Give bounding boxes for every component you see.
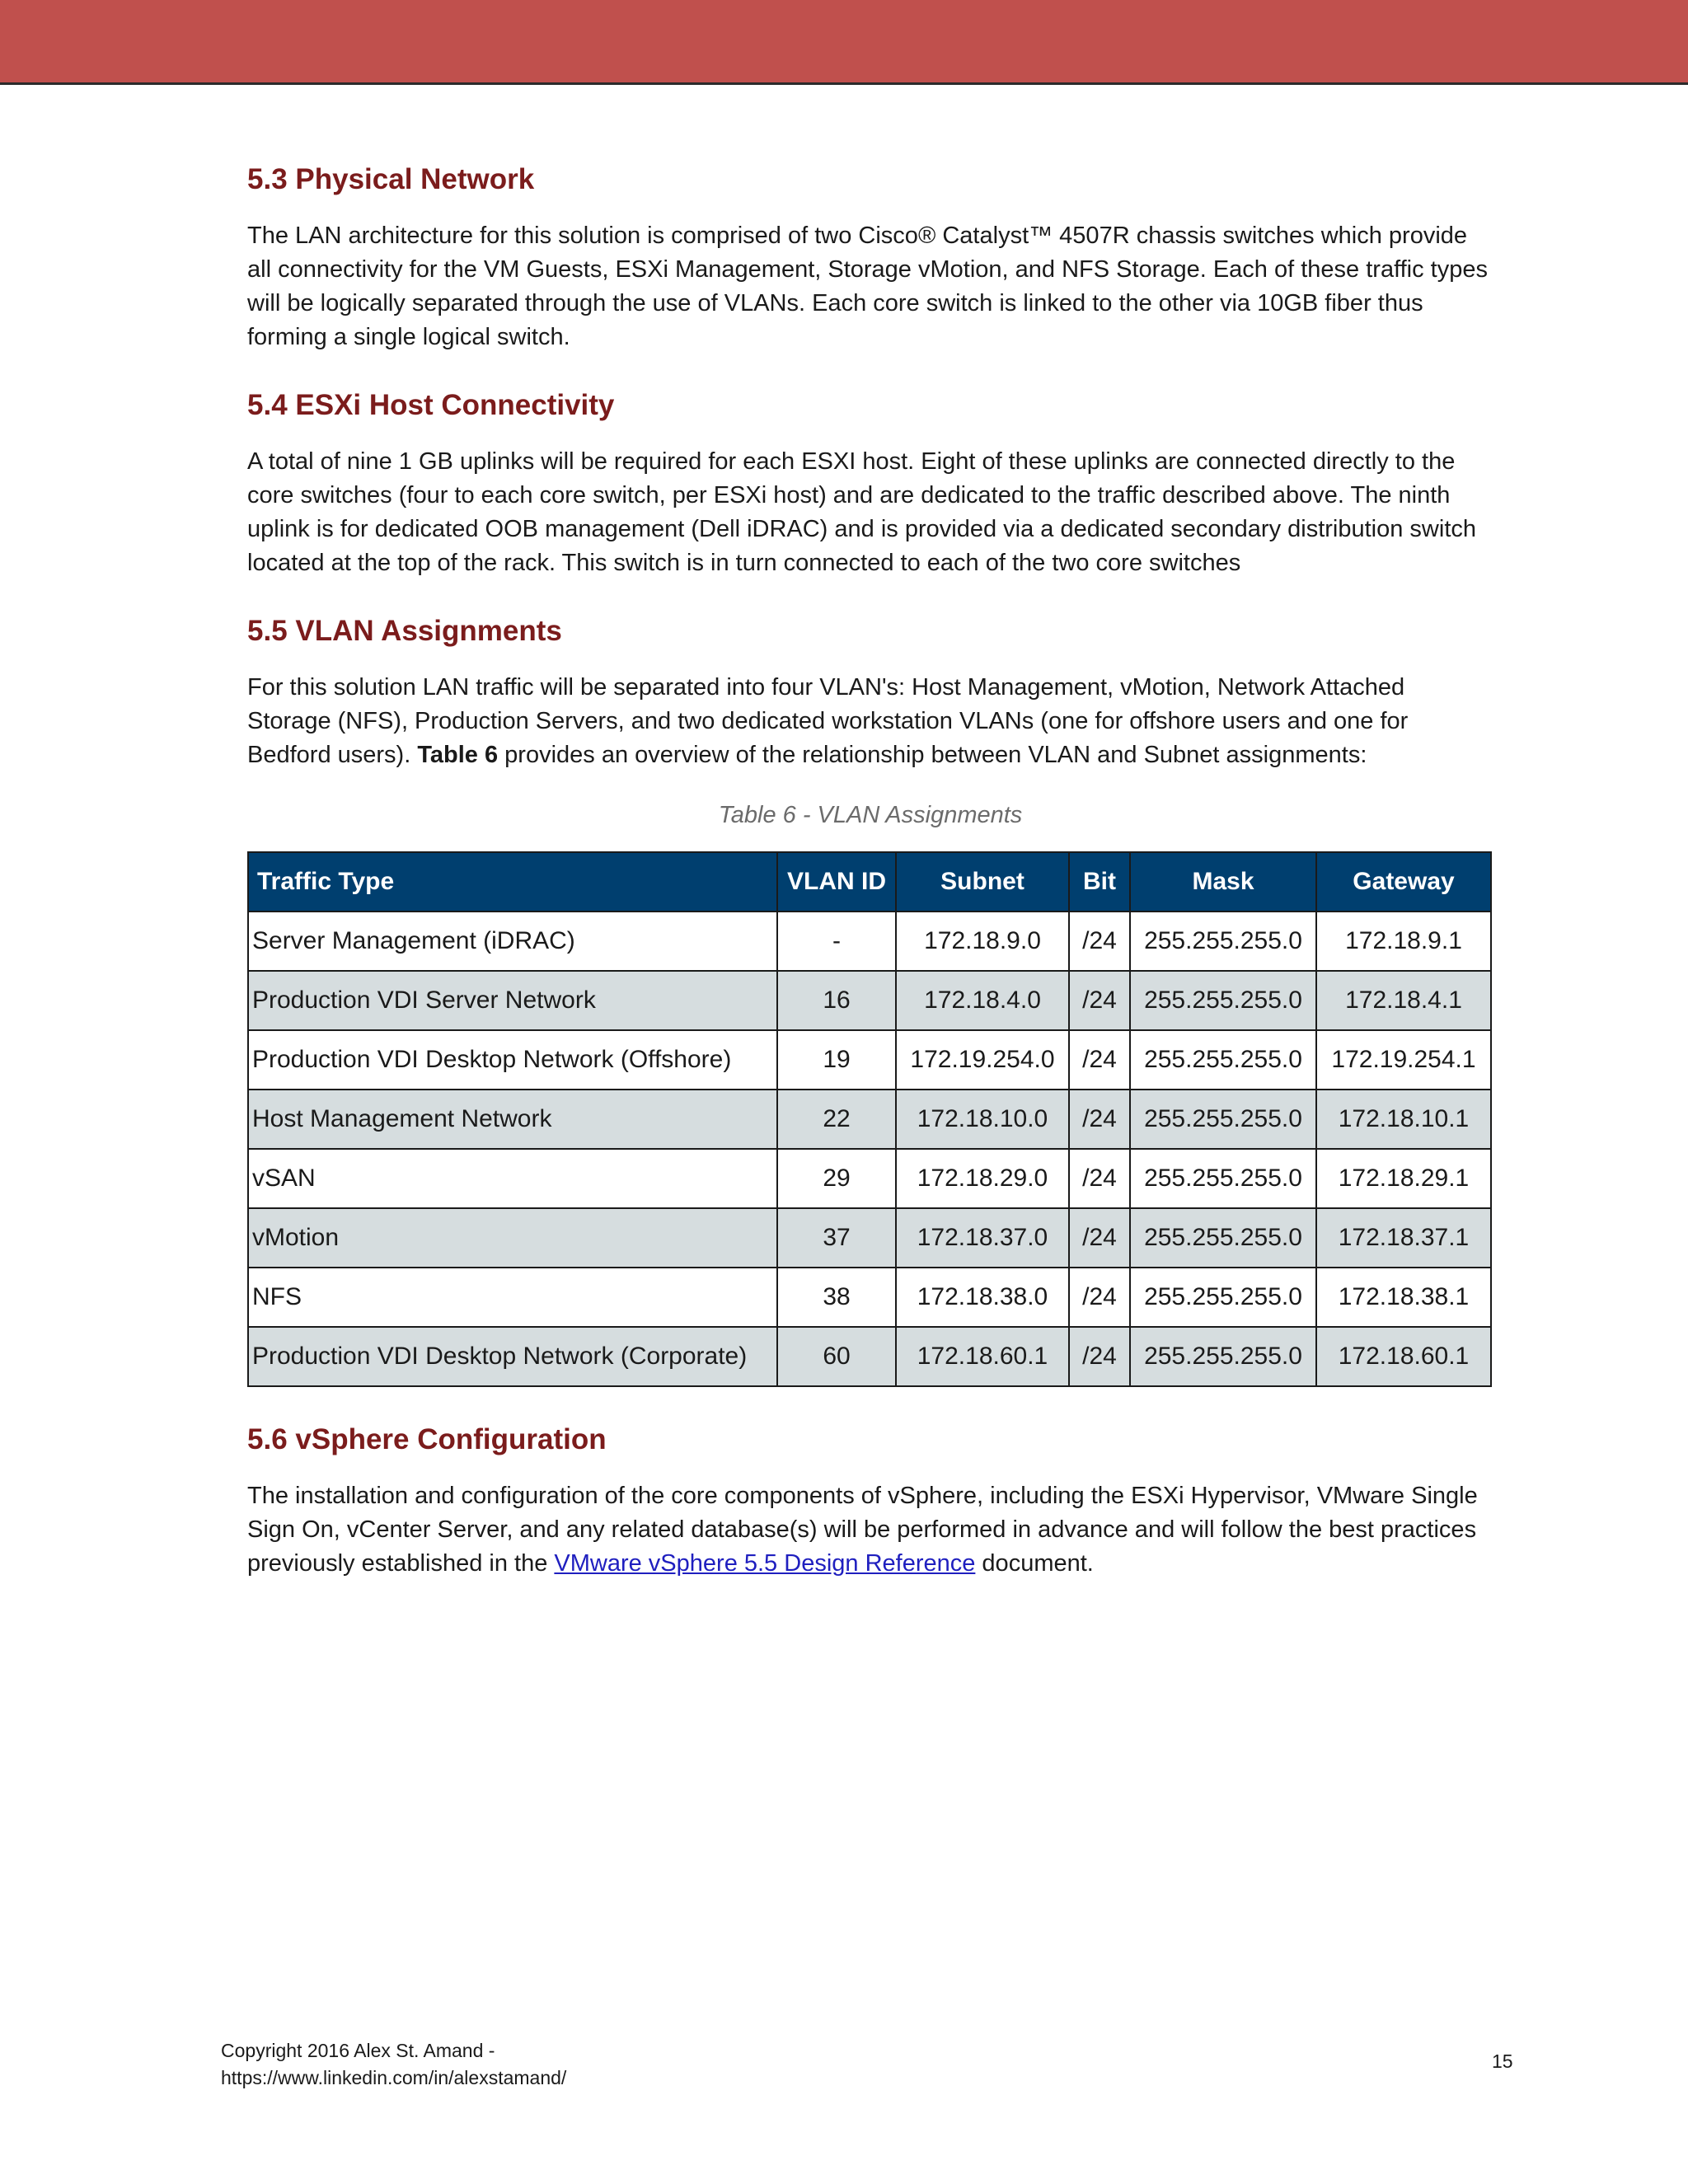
- cell-bit: /24: [1069, 971, 1130, 1030]
- cell-bit: /24: [1069, 1268, 1130, 1327]
- table-row: [248, 1268, 1491, 1327]
- page-content: [247, 155, 1493, 1581]
- table-row: [248, 971, 1491, 1030]
- cell-subnet: 172.18.4.0: [896, 971, 1069, 1030]
- cell-gateway: 172.18.38.1: [1316, 1268, 1491, 1327]
- cell-bit: /24: [1069, 1090, 1130, 1149]
- cell-bit: /24: [1069, 1208, 1130, 1268]
- section-text-physical-network: The LAN architecture for this solution is comprised of two Cisco® Catalyst™ 4507R chassis switches which provide all connectivity for the VM Guests, ESXi Management, Storage vMotion, and NFS Storage. Each of these traffic types will be logically separated through the use of VLANs. Each core switch is linked to the other via 10GB fiber thus forming a single logical switch.: [247, 223, 1488, 350]
- cell-mask: 255.255.255.0: [1130, 912, 1316, 971]
- footer-copyright-line: Copyright 2016 Alex St. Amand -: [221, 2040, 495, 2061]
- cell-gateway: 172.18.9.1: [1316, 912, 1491, 971]
- header-subnet: Subnet: [896, 852, 1069, 912]
- table-row: [248, 1149, 1491, 1208]
- section-text-vsphere-configuration: [247, 1479, 1493, 1581]
- header-bit: Bit: [1069, 852, 1130, 912]
- cell-mask: 255.255.255.0: [1130, 1208, 1316, 1268]
- cell-vlan-id: 60: [777, 1327, 896, 1386]
- table-row: [248, 1030, 1491, 1090]
- header-traffic-type: Traffic Type: [248, 852, 777, 912]
- cell-mask: 255.255.255.0: [1130, 1327, 1316, 1386]
- header-mask: Mask: [1130, 852, 1316, 912]
- cell-mask: 255.255.255.0: [1130, 1149, 1316, 1208]
- cell-traffic-type: vMotion: [248, 1208, 777, 1268]
- page-number: 15: [1492, 2050, 1513, 2072]
- cell-vlan-id: 29: [777, 1149, 896, 1208]
- cell-traffic-type: Host Management Network: [248, 1090, 777, 1149]
- cell-subnet: 172.18.60.1: [896, 1327, 1069, 1386]
- cell-vlan-id: 38: [777, 1268, 896, 1327]
- cell-traffic-type: Server Management (iDRAC): [248, 912, 777, 971]
- table-header-row: [248, 852, 1491, 912]
- section-text-host-connectivity: A total of nine 1 GB uplinks will be required for each ESXI host. Eight of these uplinks are connected directly to the core switches (four to each core switch, per ESXi host) and are dedicated to the traffic described above. The ninth uplink is for dedicated OOB management (Dell iDRAC) and is provided via a dedicated secondary distribution switch located at the top of the rack. This switch is in turn connected to each of the two core switches: [247, 448, 1477, 576]
- cell-bit: /24: [1069, 1149, 1130, 1208]
- table-row: [248, 1327, 1491, 1386]
- cell-gateway: 172.18.29.1: [1316, 1149, 1491, 1208]
- cell-vlan-id: 16: [777, 971, 896, 1030]
- table-row: [248, 1208, 1491, 1268]
- table-row: [248, 912, 1491, 971]
- footer-copyright: [221, 2037, 566, 2092]
- cell-gateway: 172.19.254.1: [1316, 1030, 1491, 1090]
- header-vlan-id: VLAN ID: [777, 852, 896, 912]
- cell-mask: 255.255.255.0: [1130, 971, 1316, 1030]
- cell-gateway: 172.18.37.1: [1316, 1208, 1491, 1268]
- cell-subnet: 172.18.29.0: [896, 1149, 1069, 1208]
- vlan-text-before: For this solution LAN traffic will be separated into four VLAN's: Host Management, vMotion, Network Attached Storage (NFS), Production Servers, and two dedicated workstation VLANs (one for offshore users and one for Bedford users).: [247, 674, 1409, 768]
- table-row: [248, 1090, 1491, 1149]
- cell-gateway: 172.18.10.1: [1316, 1090, 1491, 1149]
- cell-vlan-id: -: [777, 912, 896, 971]
- cell-bit: /24: [1069, 1030, 1130, 1090]
- cell-vlan-id: 22: [777, 1090, 896, 1149]
- section-text-vlan-assignments: [247, 671, 1493, 772]
- cell-traffic-type: vSAN: [248, 1149, 777, 1208]
- cell-bit: /24: [1069, 1327, 1130, 1386]
- cell-vlan-id: 37: [777, 1208, 896, 1268]
- section-heading-physical-network: 5.3 Physical Network: [247, 163, 535, 195]
- cell-gateway: 172.18.4.1: [1316, 971, 1491, 1030]
- cell-subnet: 172.18.10.0: [896, 1090, 1069, 1149]
- vlan-text-after: provides an overview of the relationship between VLAN and Subnet assignments:: [498, 742, 1367, 768]
- cell-traffic-type: Production VDI Desktop Network (Corporate): [248, 1327, 777, 1386]
- cell-traffic-type: NFS: [248, 1268, 777, 1327]
- header-band: [0, 0, 1688, 85]
- section-heading-vlan-assignments: 5.5 VLAN Assignments: [247, 615, 562, 647]
- cell-mask: 255.255.255.0: [1130, 1268, 1316, 1327]
- cell-subnet: 172.18.38.0: [896, 1268, 1069, 1327]
- vsphere-text-before: The installation and configuration of the core components of vSphere, including the ESXi Hypervisor, VMware Single Sign On, vCenter Server, and any related database(s) will be performed in advance and will follow the best practices previously established in the: [247, 1483, 1478, 1577]
- header-gateway: Gateway: [1316, 852, 1491, 912]
- table-reference: Table 6: [417, 742, 499, 768]
- cell-mask: 255.255.255.0: [1130, 1030, 1316, 1090]
- cell-mask: 255.255.255.0: [1130, 1090, 1316, 1149]
- cell-subnet: 172.18.9.0: [896, 912, 1069, 971]
- cell-gateway: 172.18.60.1: [1316, 1327, 1491, 1386]
- vlan-table: [247, 851, 1492, 1387]
- cell-traffic-type: Production VDI Server Network: [248, 971, 777, 1030]
- design-reference-link[interactable]: VMware vSphere 5.5 Design Reference: [554, 1550, 976, 1577]
- cell-traffic-type: Production VDI Desktop Network (Offshore): [248, 1030, 777, 1090]
- section-heading-host-connectivity: 5.4 ESXi Host Connectivity: [247, 389, 615, 421]
- cell-bit: /24: [1069, 912, 1130, 971]
- cell-vlan-id: 19: [777, 1030, 896, 1090]
- cell-subnet: 172.19.254.0: [896, 1030, 1069, 1090]
- section-heading-vsphere-configuration: 5.6 vSphere Configuration: [247, 1423, 607, 1455]
- cell-subnet: 172.18.37.0: [896, 1208, 1069, 1268]
- vsphere-text-after: document.: [975, 1550, 1094, 1577]
- footer-url-line: https://www.linkedin.com/in/alexstamand/: [221, 2067, 567, 2088]
- table-caption: Table 6 - VLAN Assignments: [718, 802, 1023, 828]
